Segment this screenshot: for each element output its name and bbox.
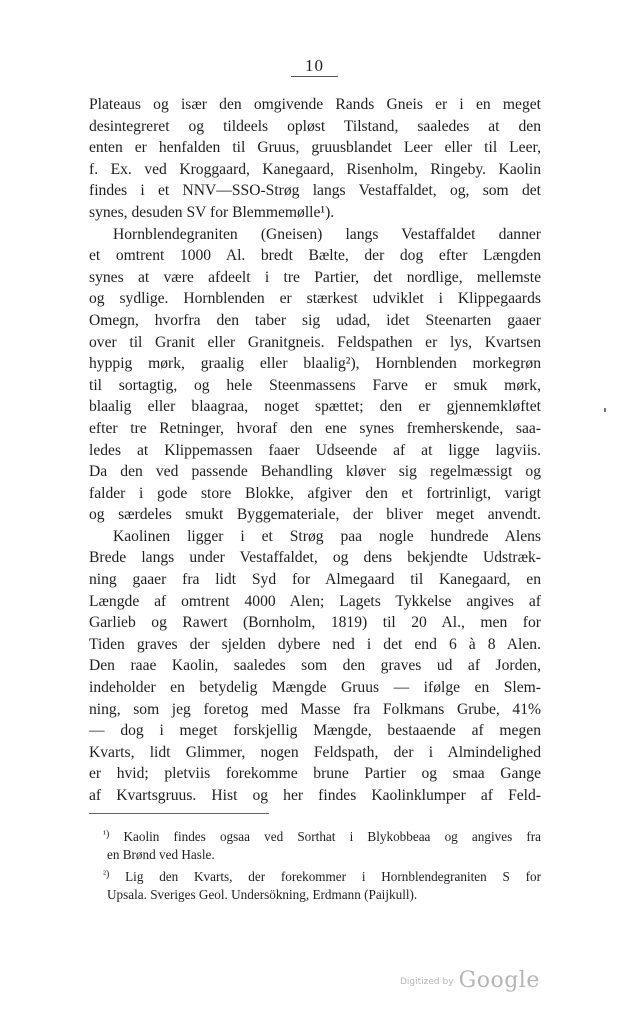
text-line: indeholder en betydelig Mængde Gruus — ifølge en Slem- <box>89 679 541 697</box>
footnote-1-text: Kaolin findes ogsaa ved Sorthat i Blykobbeaa og angives fra <box>123 829 542 844</box>
text-line: og sydlige. Hornblenden er stærkest udviklet i Klippegaards <box>89 290 541 308</box>
text-line: Kaolinen ligger i et Strøg paa nogle hundrede Alens <box>113 527 541 545</box>
page-number <box>0 56 629 76</box>
text-line: synes, desuden SV for Blemmemølle¹). <box>89 203 335 221</box>
text-line: Hornblendegraniten (Gneisen) langs Vestaffaldet danner <box>113 225 541 243</box>
text-line: efter tre Retninger, hvoraf den ene synes fremherskende, saa- <box>89 419 541 437</box>
footnote-1-marker: ¹) <box>103 829 110 840</box>
watermark-prefix: Digitized by <box>400 977 454 987</box>
footnote-2-marker: ²) <box>103 869 110 880</box>
text-line: Den raae Kaolin, saaledes som den graves ud af Jorden, <box>89 657 541 675</box>
text-line: Da den ved passende Behandling kløver sig regelmæssigt og <box>89 463 541 481</box>
page-number-text: 10 <box>291 56 338 77</box>
text-line: over til Granit eller Granitgneis. Feldspathen er lys, Kvartsen <box>89 333 541 351</box>
text-line: synes at være afdeelt i tre Partier, det nordlige, mellemste <box>89 268 541 286</box>
text-line: hyppig mørk, graalig eller blaalig²), Hornblenden morkegrøn <box>89 355 541 373</box>
footnote-rule <box>89 813 269 814</box>
text-line: et omtrent 1000 Al. bredt Bælte, der dog efter Længden <box>89 247 541 265</box>
text-line: af Kvartsgruus. Hist og her findes Kaolinklumper af Feld- <box>89 787 541 804</box>
text-line: Brede langs under Vestaffaldet, og dens bekjendte Udstræk- <box>89 549 541 567</box>
text-line: Garlieb og Rawert (Bornholm, 1819) til 20 Al., men for <box>89 614 541 632</box>
text-line: — dog i meget forskjellig Mængde, bestaaende af megen <box>89 722 541 740</box>
text-line: til sortagtig, og hele Steenmassens Farve er smuk mørk, <box>89 376 541 394</box>
text-line: blaalig eller blaagraa, noget spættet; den er gjennemkløftet <box>89 398 541 416</box>
footnote-1-line-2: en Brønd ved Hasle. <box>107 847 215 862</box>
text-line: ning, som jeg foretog med Masse fra Folkmans Grube, 41% <box>89 700 541 718</box>
footnote-2-line-1 <box>89 865 541 885</box>
text-line: Tiden graves der sjelden dybere ned i det end 6 à 8 Alen. <box>89 635 541 653</box>
text-line: ning gaaer fra lidt Syd for Almegaard til Kanegaard, en <box>89 571 541 589</box>
text-line: falder i gode store Blokke, afgiver den et fortrinligt, varigt <box>89 484 541 502</box>
text-line: er hvid; pletviis forekomme brune Partier og smaa Gange <box>89 765 541 783</box>
body-text <box>89 94 541 807</box>
footnote-2-line-2: Upsala. Sveriges Geol. Undersökning, Erdmann (Paijkull). <box>107 887 418 902</box>
margin-mark <box>604 408 606 412</box>
text-line: Længde af omtrent 4000 Alen; Lagets Tykkelse angives af <box>89 592 541 610</box>
footnote-1-line-1 <box>89 825 541 845</box>
text-line: Kvarts, lidt Glimmer, nogen Feldspath, der i Almindelighed <box>89 743 541 761</box>
text-line: ledes at Klippemassen faaer Udseende af at ligge lagviis. <box>89 441 541 459</box>
text-line: og særdeles smukt Byggemateriale, der bliver meget anvendt. <box>89 506 541 524</box>
text-line: enten er henfalden til Gruus, gruusblandet Leer eller til Leer, <box>89 139 541 157</box>
footnotes <box>89 825 541 905</box>
text-line: desintegreret og tildeels opløst Tilstand, saaledes at den <box>89 117 541 135</box>
text-line: f. Ex. ved Kroggaard, Kanegaard, Risenholm, Ringeby. Kaolin <box>89 160 541 178</box>
text-line: Plateaus og især den omgivende Rands Gneis er i en meget <box>89 96 541 113</box>
text-line: Omegn, hvorfra den taber sig udad, idet Steenarten gaaer <box>89 311 541 329</box>
watermark-logo: Google <box>458 968 540 993</box>
digitized-watermark <box>400 968 540 993</box>
text-line: findes i et NNV—SSO-Strøg langs Vestaffaldet, og, som det <box>89 182 541 200</box>
footnote-2-text: Lig den Kvarts, der forekommer i Hornblendegraniten S for <box>125 869 541 884</box>
